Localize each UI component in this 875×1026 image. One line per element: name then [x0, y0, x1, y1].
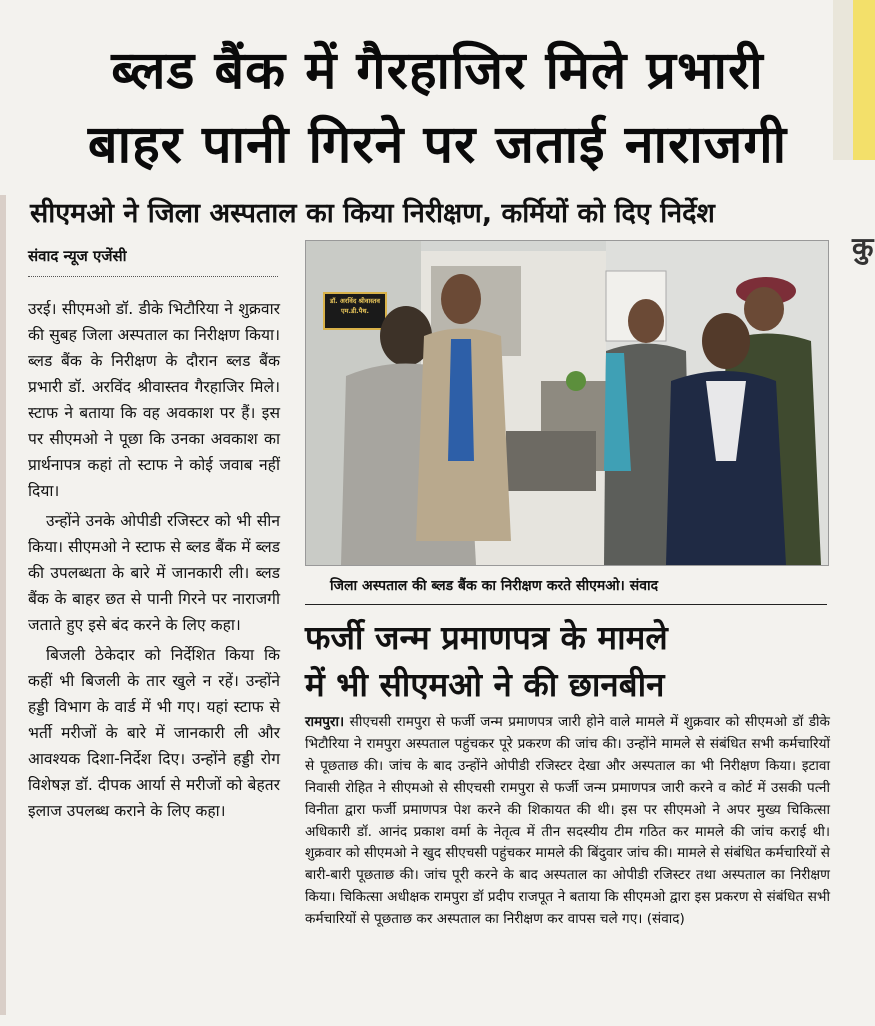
second-story-body [305, 712, 830, 931]
news-photo [305, 240, 829, 566]
door-name-plate [326, 296, 384, 316]
main-story [28, 296, 280, 828]
dateline: रामपुरा। [305, 714, 345, 730]
photo-illustration [306, 241, 828, 565]
story-paragraph: उन्होंने उनके ओपीडी रजिस्टर को भी सीन किया। सीएमओ ने स्टाफ से ब्लड बैंक में ब्लड की उपलब्धता के बारे में जानकारी ली। ब्लड बैंक के बाहर छत से पानी गिरने पर नाराजगी जताते हुए इसे बंद करने के लिए कहा। [28, 512, 280, 634]
door-sign-line: डॉ. अरविंद श्रीवास्तव [330, 297, 380, 305]
second-story-headline-line-2: में भी सीएमओ ने की छानबीन [305, 665, 665, 704]
story-paragraph: बिजली ठेकेदार को निर्देशित किया कि कहीं भी बिजली के तार खुले न रहें। उन्होंने हड्डी विभाग के वार्ड में भी गए। यहां स्टाफ से भर्ती मरीजों के बारे में जानकारी ली और आवश्यक दिशा-निर्देश दिए। उन्होंने हड्डी रोग विशेषज्ञ डॉ. दीपक आर्या से मरीजों को बेहतर इलाज उपलब्ध कराने के लिए कहा। [28, 646, 280, 820]
edge-text-fragment: कु [852, 231, 874, 264]
byline: संवाद न्यूज एजेंसी [28, 247, 127, 265]
door-sign-line: एम.डी.पैथ. [341, 307, 369, 315]
subheadline: सीएमओ ने जिला अस्पताल का किया निरीक्षण, कर्मियों को दिए निर्देश [30, 198, 715, 229]
photo-caption: जिला अस्पताल की ब्लड बैंक का निरीक्षण करते सीएमओ। संवाद [330, 578, 659, 594]
headline-line-2: बाहर पानी गिरने पर जताई नाराजगी [87, 115, 788, 175]
second-story-text: सीएचसी रामपुरा से फर्जी जन्म प्रमाणपत्र जारी होने वाले मामले में शुक्रवार को सीएमओ डॉ डीके भिटौरिया ने रामपुरा अस्पताल पहुंचकर पूरे प्रकरण की जांच की। उन्होंने मामले से संबंधित सभी कर्मचारियों से पूछताछ की। जांच के बाद उन्होंने ओपीडी रजिस्टर देखा और अस्पताल का भी निरीक्षण किया। इटावा निवासी रोहित ने सीएमओ से सीएचसी रामपुरा से फर्जी जन्म प्रमाणपत्र जारी करने व कोर्ट में उसकी पत्नी विनीता द्वारा फर्जी प्रमाणपत्र पेश करने की शिकायत की थी। इस पर सीएमओ ने अपर मुख्य चिकित्सा अधिकारी डॉ. आनंद प्रकाश वर्मा के नेतृत्व में तीन सदस्यीय टीम गठित कर मामले की जांच कराई थी। शुक्रवार को सीएमओ ने खुद सीएचसी पहुंचकर मामले की बिंदुवार जांच की। मामले से संबंधित कर्मचारियों से बारी-बारी पूछताछ की। जांच पूरी करने के बाद अस्पताल का ओपीडी रजिस्टर तथा अस्पताल का निरीक्षण किया। चिकित्सा अधीक्षक रामपुरा डॉ प्रदीप राजपूत ने बताया कि सीएमओ द्वारा इस प्रकरण से संबंधित सभी कर्मचारियों से पूछताछ कर अस्पताल का निरीक्षण कर वापस चले गए। (संवाद) [305, 714, 830, 928]
caption-divider [305, 604, 827, 605]
byline-divider [28, 276, 278, 277]
story-paragraph: उरई। सीएमओ डॉ. डीके भिटौरिया ने शुक्रवार की सुबह जिला अस्पताल का निरीक्षण किया। ब्लड बैंक के निरीक्षण के दौरान ब्लड बैंक प्रभारी डॉ. अरविंद श्रीवास्तव गैरहाजिर मिले। स्टाफ ने बताया कि वह अवकाश पर हैं। इस पर सीएमओ ने पूछा कि उनका अवकाश का प्रार्थनापत्र कहां तो स्टाफ ने कोई जवाब नहीं दिया। [28, 300, 280, 500]
left-page-edge [0, 195, 6, 1015]
second-story-headline-line-1: फर्जी जन्म प्रमाणपत्र के मामले [305, 618, 668, 657]
headline-line-1: ब्लड बैंक में गैरहाजिर मिले प्रभारी [111, 41, 764, 101]
